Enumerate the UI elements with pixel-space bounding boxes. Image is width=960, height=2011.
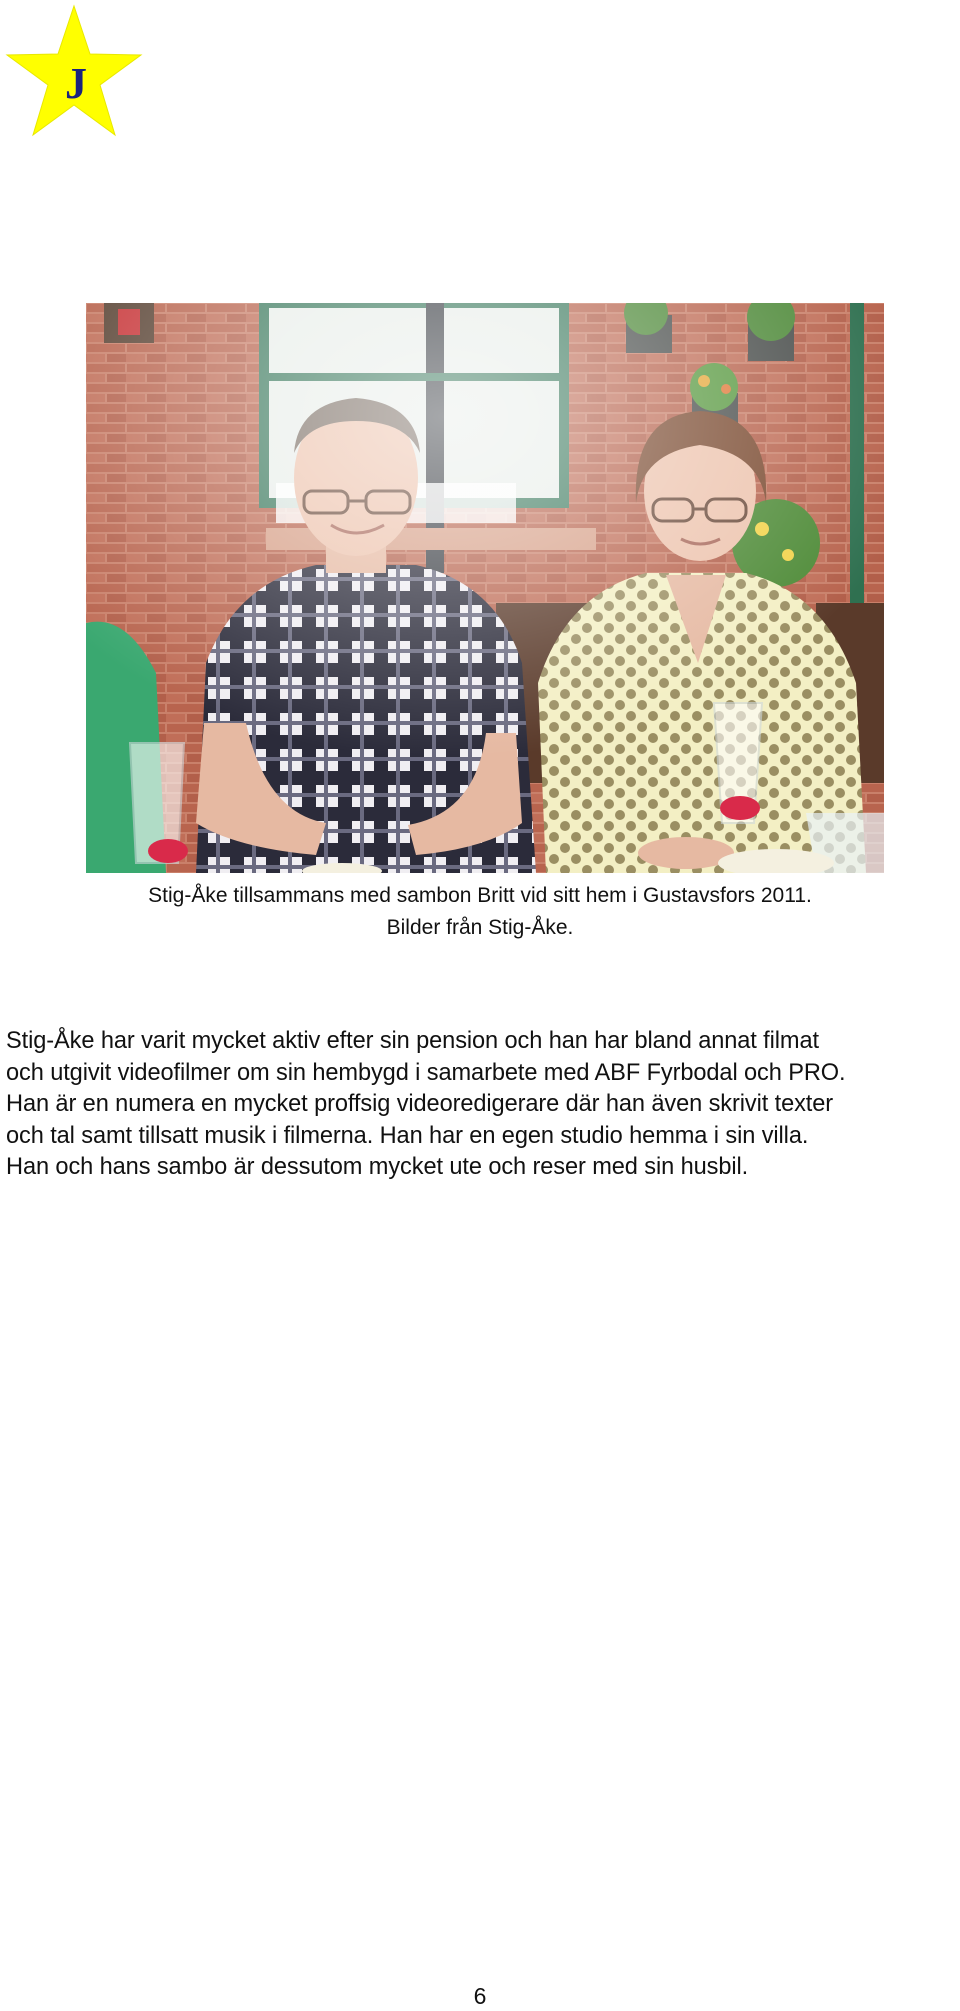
photo-caption (0, 880, 960, 944)
star-logo (4, 4, 144, 140)
photo (86, 303, 884, 873)
body-line: och tal samt tillsatt musik i filmerna. Han har en egen studio hemma i sin villa. (6, 1122, 809, 1149)
logo-letter: J (65, 59, 87, 108)
photo-image (86, 303, 884, 873)
star-icon (4, 4, 144, 140)
caption-line-1: Stig-Åke tillsammans med sambon Britt vid sitt hem i Gustavsfors 2011. (148, 884, 812, 907)
body-line: Han är en numera en mycket proffsig videoredigerare där han även skrivit texter (6, 1091, 834, 1117)
body-line: Stig-Åke har varit mycket aktiv efter sin pension och han har bland annat filmat (6, 1028, 819, 1054)
caption-line-2: Bilder från Stig-Åke. (386, 916, 574, 939)
body-line: Han och hans sambo är dessutom mycket ute och reser med sin husbil. (6, 1154, 749, 1180)
page-number: 6 (473, 1983, 487, 2009)
body-paragraph (6, 1026, 956, 1184)
body-line: och utgivit videofilmer om sin hembygd i samarbete med ABF Fyrbodal och PRO. (6, 1059, 846, 1086)
